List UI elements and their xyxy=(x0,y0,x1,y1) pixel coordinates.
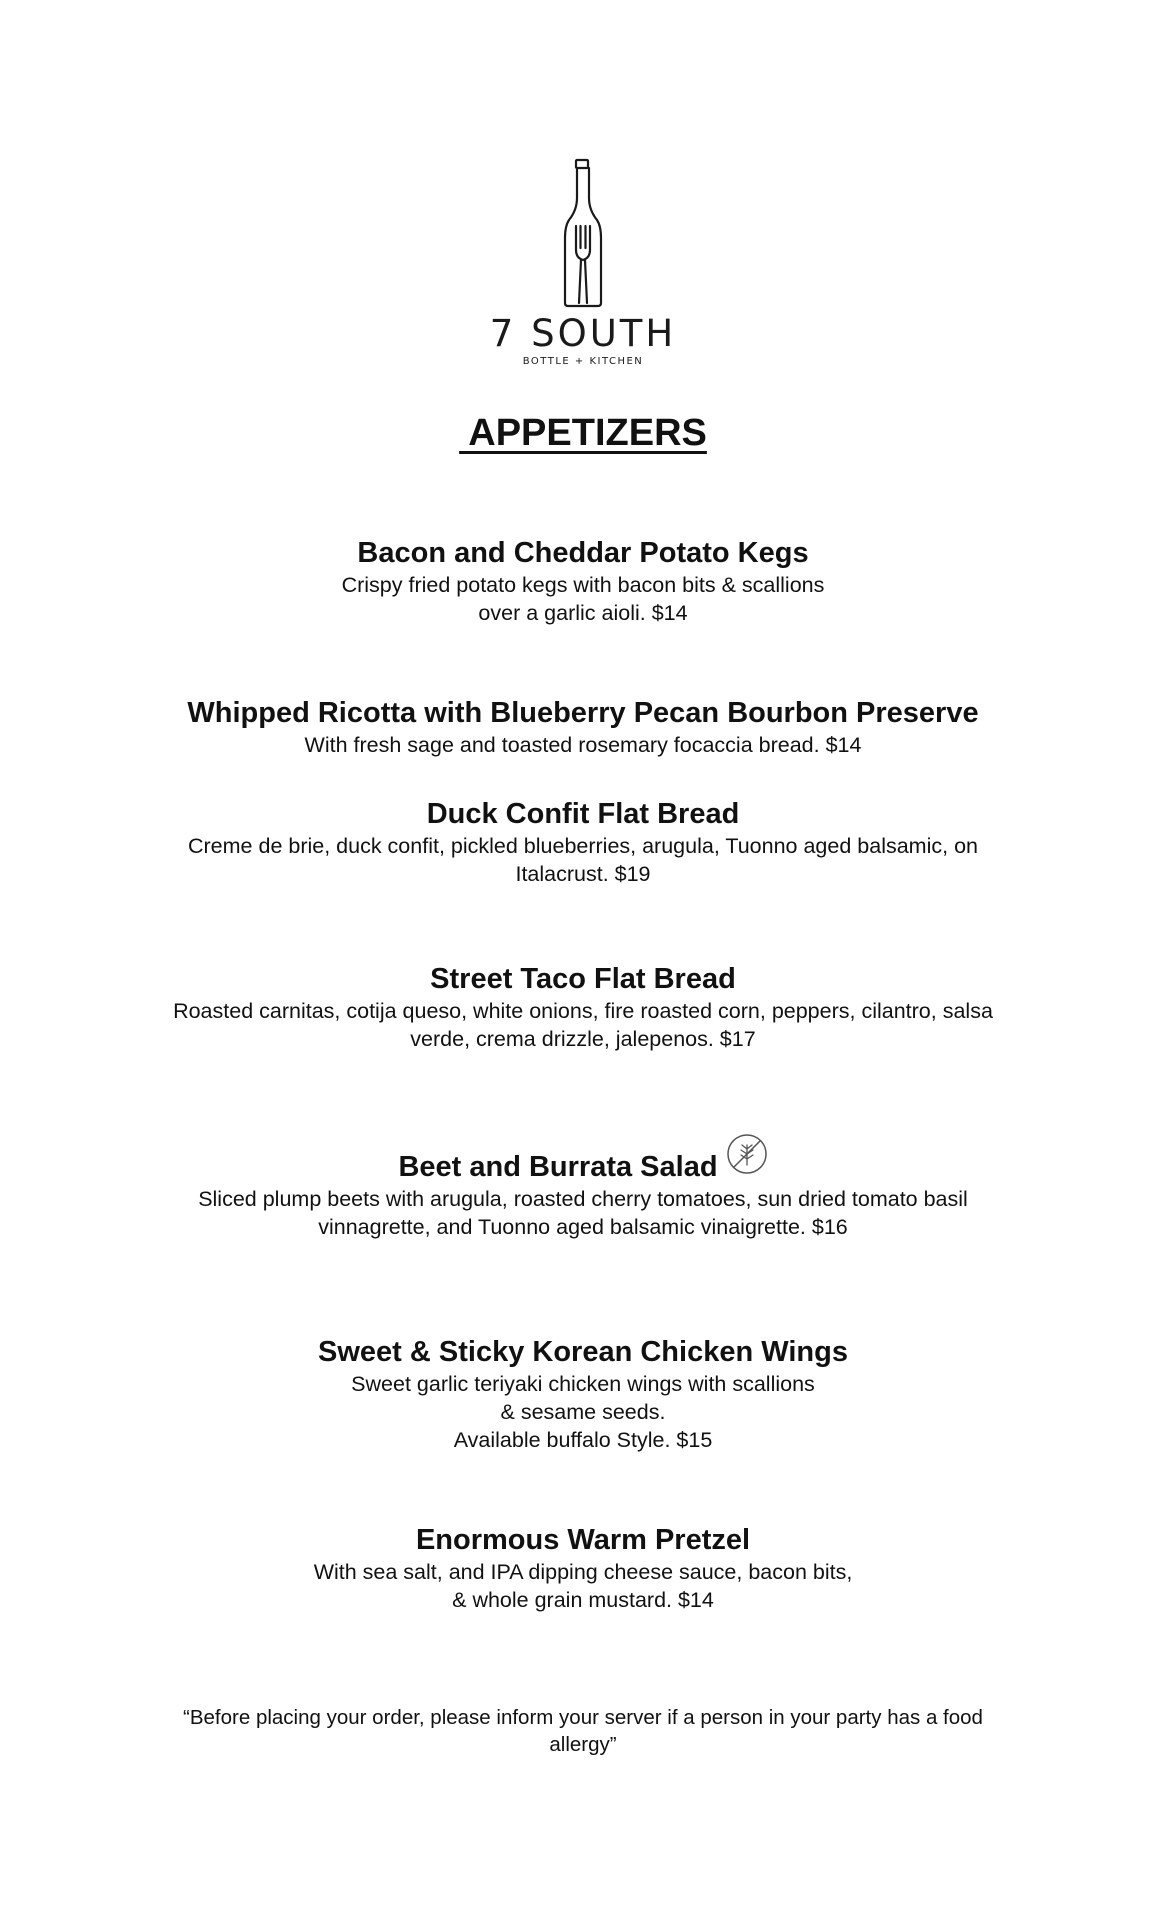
description-line: Sliced plump beets with arugula, roasted cherry tomatoes, sun dried tomato basil xyxy=(198,1187,968,1211)
description-line: verde, crema drizzle, jalepenos. $17 xyxy=(410,1027,756,1051)
description-line: Roasted carnitas, cotija queso, white onions, fire roasted corn, peppers, cilantro, salsa xyxy=(173,999,993,1023)
description-line: With fresh sage and toasted rosemary focaccia bread. $14 xyxy=(304,733,862,757)
menu-item-title: Duck Confit Flat Bread xyxy=(426,798,740,830)
menu-item-title: Sweet & Sticky Korean Chicken Wings xyxy=(318,1336,848,1368)
description-line: With sea salt, and IPA dipping cheese sauce, bacon bits, xyxy=(313,1560,853,1584)
menu-item-description xyxy=(0,571,1166,627)
allergy-notice-line: “Before placing your order, please inform your server if a person in your party has a food xyxy=(183,1706,983,1729)
description-line: Available buffalo Style. $15 xyxy=(453,1428,713,1452)
menu-item-title: Beet and Burrata Salad xyxy=(398,1151,718,1183)
description-line: Crispy fried potato kegs with bacon bits & scallions xyxy=(341,573,825,597)
description-line: vinnagrette, and Tuonno aged balsamic vinaigrette. $16 xyxy=(318,1215,848,1239)
menu-item-title: Whipped Ricotta with Blueberry Pecan Bourbon Preserve xyxy=(187,697,979,729)
menu-item-description xyxy=(0,997,1166,1053)
menu-item xyxy=(0,535,1166,627)
description-line: & sesame seeds. xyxy=(500,1400,666,1424)
menu-item-title: Bacon and Cheddar Potato Kegs xyxy=(357,537,809,569)
menu-item xyxy=(0,695,1166,759)
menu-item xyxy=(0,1522,1166,1614)
menu-item-title-row xyxy=(0,1149,1166,1185)
vegetarian-leaf-icon xyxy=(726,1133,768,1184)
description-line: & whole grain mustard. $14 xyxy=(452,1588,714,1612)
menu-item-title: Enormous Warm Pretzel xyxy=(415,1524,751,1556)
menu-item-description xyxy=(0,1185,1166,1241)
menu-item-description xyxy=(0,1558,1166,1614)
menu-item xyxy=(0,1334,1166,1454)
description-line: Sweet garlic teriyaki chicken wings with scallions xyxy=(351,1372,815,1396)
brand-name: 7 SOUTH xyxy=(489,312,677,355)
description-line: over a garlic aioli. $14 xyxy=(478,601,688,625)
allergy-notice-line: allergy” xyxy=(549,1733,617,1756)
menu-item-description xyxy=(0,731,1166,759)
bottle-fork-icon xyxy=(563,158,603,308)
restaurant-logo xyxy=(0,158,1166,367)
menu-item xyxy=(0,1149,1166,1241)
brand-tagline: BOTTLE + KITCHEN xyxy=(522,356,644,367)
menu-item xyxy=(0,796,1166,888)
menu-item-title: Street Taco Flat Bread xyxy=(430,963,736,995)
section-heading: APPETIZERS xyxy=(459,412,707,454)
allergy-notice xyxy=(0,1704,1166,1758)
menu-item-description xyxy=(0,1370,1166,1454)
menu-item-description xyxy=(0,832,1166,888)
description-line: Italacrust. $19 xyxy=(515,862,651,886)
description-line: Creme de brie, duck confit, pickled blueberries, arugula, Tuonno aged balsamic, on xyxy=(188,834,978,858)
menu-item xyxy=(0,961,1166,1053)
